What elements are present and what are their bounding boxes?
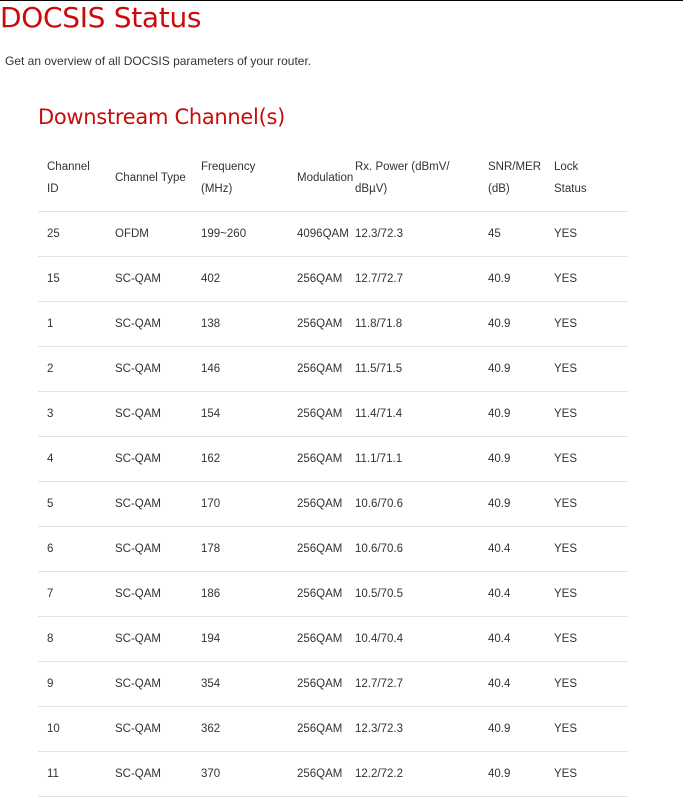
cell-modulation: 256QAM (288, 707, 346, 752)
cell-lock-status: YES (545, 392, 628, 437)
column-header-frequency (192, 145, 288, 212)
column-header-lock-status (545, 145, 628, 212)
cell-modulation: 256QAM (288, 527, 346, 572)
cell-lock-status: YES (545, 347, 628, 392)
header-line: SNR/MER (488, 161, 542, 173)
downstream-channels-table (38, 145, 628, 797)
cell-rx-power: 11.4/71.4 (346, 392, 479, 437)
cell-frequency: 146 (192, 347, 288, 392)
cell-lock-status: YES (545, 527, 628, 572)
cell-channel-id: 25 (38, 212, 106, 257)
cell-modulation: 256QAM (288, 302, 346, 347)
cell-frequency: 138 (192, 302, 288, 347)
cell-modulation: 256QAM (288, 392, 346, 437)
table-row (38, 752, 628, 797)
cell-modulation: 256QAM (288, 347, 346, 392)
cell-frequency: 162 (192, 437, 288, 482)
table-row (38, 662, 628, 707)
page-subtitle: Get an overview of all DOCSIS parameters of your router. (5, 54, 312, 68)
cell-rx-power: 12.3/72.3 (346, 707, 479, 752)
cell-channel-type: SC-QAM (106, 662, 192, 707)
cell-channel-id: 4 (38, 437, 106, 482)
cell-channel-id: 2 (38, 347, 106, 392)
header-line: Status (554, 183, 587, 195)
header-line: dBµV) (355, 183, 388, 195)
header-line: Frequency (201, 161, 256, 173)
cell-snr-mer: 45 (479, 212, 545, 257)
cell-snr-mer: 40.4 (479, 617, 545, 662)
cell-lock-status: YES (545, 482, 628, 527)
cell-lock-status: YES (545, 302, 628, 347)
table-row (38, 212, 628, 257)
cell-lock-status: YES (545, 257, 628, 302)
cell-lock-status: YES (545, 617, 628, 662)
cell-channel-type: SC-QAM (106, 257, 192, 302)
table-row (38, 437, 628, 482)
cell-channel-type: SC-QAM (106, 437, 192, 482)
cell-channel-type: SC-QAM (106, 392, 192, 437)
table-row (38, 302, 628, 347)
header-line: Lock (554, 161, 579, 173)
cell-rx-power: 11.5/71.5 (346, 347, 479, 392)
table-row (38, 617, 628, 662)
cell-lock-status: YES (545, 212, 628, 257)
header-line: Rx. Power (dBmV/ (355, 161, 450, 173)
cell-modulation: 256QAM (288, 482, 346, 527)
cell-channel-id: 8 (38, 617, 106, 662)
table-row (38, 482, 628, 527)
table-row (38, 527, 628, 572)
cell-lock-status: YES (545, 572, 628, 617)
column-header-rx-power (346, 145, 479, 212)
cell-snr-mer: 40.9 (479, 752, 545, 797)
cell-rx-power: 12.3/72.3 (346, 212, 479, 257)
cell-rx-power: 12.7/72.7 (346, 257, 479, 302)
cell-snr-mer: 40.9 (479, 392, 545, 437)
table-row (38, 257, 628, 302)
cell-channel-type: SC-QAM (106, 347, 192, 392)
cell-frequency: 186 (192, 572, 288, 617)
cell-channel-type: SC-QAM (106, 617, 192, 662)
cell-modulation: 256QAM (288, 617, 346, 662)
table-header (38, 145, 628, 212)
cell-channel-id: 5 (38, 482, 106, 527)
cell-channel-type: SC-QAM (106, 752, 192, 797)
cell-channel-id: 6 (38, 527, 106, 572)
cell-rx-power: 10.6/70.6 (346, 482, 479, 527)
cell-channel-type: OFDM (106, 212, 192, 257)
cell-rx-power: 12.2/72.2 (346, 752, 479, 797)
cell-modulation: 256QAM (288, 752, 346, 797)
header-line: Modulation (297, 172, 354, 184)
cell-frequency: 178 (192, 527, 288, 572)
table-row (38, 392, 628, 437)
cell-frequency: 362 (192, 707, 288, 752)
page-title: DOCSIS Status (0, 1, 202, 34)
cell-channel-type: SC-QAM (106, 572, 192, 617)
header-line: Channel Type (115, 172, 186, 184)
cell-channel-type: SC-QAM (106, 707, 192, 752)
table-row (38, 347, 628, 392)
column-header-channel-type (106, 145, 192, 212)
header-line: Channel (47, 161, 90, 173)
header-line: ID (47, 183, 59, 195)
cell-channel-id: 1 (38, 302, 106, 347)
cell-modulation: 256QAM (288, 662, 346, 707)
cell-modulation: 4096QAM (288, 212, 346, 257)
cell-modulation: 256QAM (288, 572, 346, 617)
column-header-channel-id (38, 145, 106, 212)
table-body (38, 212, 628, 797)
cell-lock-status: YES (545, 707, 628, 752)
cell-channel-id: 10 (38, 707, 106, 752)
table-header-row (38, 145, 628, 212)
table-row (38, 707, 628, 752)
cell-channel-type: SC-QAM (106, 527, 192, 572)
table-row (38, 572, 628, 617)
downstream-heading: Downstream Channel(s) (38, 105, 286, 129)
cell-lock-status: YES (545, 752, 628, 797)
cell-snr-mer: 40.9 (479, 257, 545, 302)
downstream-table-container (38, 145, 628, 797)
cell-snr-mer: 40.9 (479, 347, 545, 392)
cell-snr-mer: 40.4 (479, 527, 545, 572)
cell-snr-mer: 40.4 (479, 572, 545, 617)
header-line: (dB) (488, 183, 510, 195)
cell-modulation: 256QAM (288, 257, 346, 302)
column-header-snr-mer (479, 145, 545, 212)
cell-rx-power: 11.8/71.8 (346, 302, 479, 347)
cell-snr-mer: 40.9 (479, 437, 545, 482)
cell-channel-id: 9 (38, 662, 106, 707)
cell-channel-id: 15 (38, 257, 106, 302)
cell-channel-id: 11 (38, 752, 106, 797)
cell-channel-id: 7 (38, 572, 106, 617)
cell-channel-type: SC-QAM (106, 302, 192, 347)
cell-frequency: 154 (192, 392, 288, 437)
cell-channel-id: 3 (38, 392, 106, 437)
cell-channel-type: SC-QAM (106, 482, 192, 527)
cell-snr-mer: 40.9 (479, 482, 545, 527)
cell-frequency: 402 (192, 257, 288, 302)
cell-snr-mer: 40.9 (479, 707, 545, 752)
cell-frequency: 370 (192, 752, 288, 797)
cell-snr-mer: 40.4 (479, 662, 545, 707)
cell-frequency: 354 (192, 662, 288, 707)
cell-frequency: 170 (192, 482, 288, 527)
cell-modulation: 256QAM (288, 437, 346, 482)
cell-frequency: 194 (192, 617, 288, 662)
header-line: (MHz) (201, 183, 233, 195)
cell-lock-status: YES (545, 437, 628, 482)
cell-rx-power: 10.4/70.4 (346, 617, 479, 662)
cell-rx-power: 10.6/70.6 (346, 527, 479, 572)
column-header-modulation (288, 145, 354, 212)
cell-rx-power: 10.5/70.5 (346, 572, 479, 617)
cell-rx-power: 12.7/72.7 (346, 662, 479, 707)
cell-frequency: 199~260 (192, 212, 288, 257)
cell-rx-power: 11.1/71.1 (346, 437, 479, 482)
cell-snr-mer: 40.9 (479, 302, 545, 347)
cell-lock-status: YES (545, 662, 628, 707)
